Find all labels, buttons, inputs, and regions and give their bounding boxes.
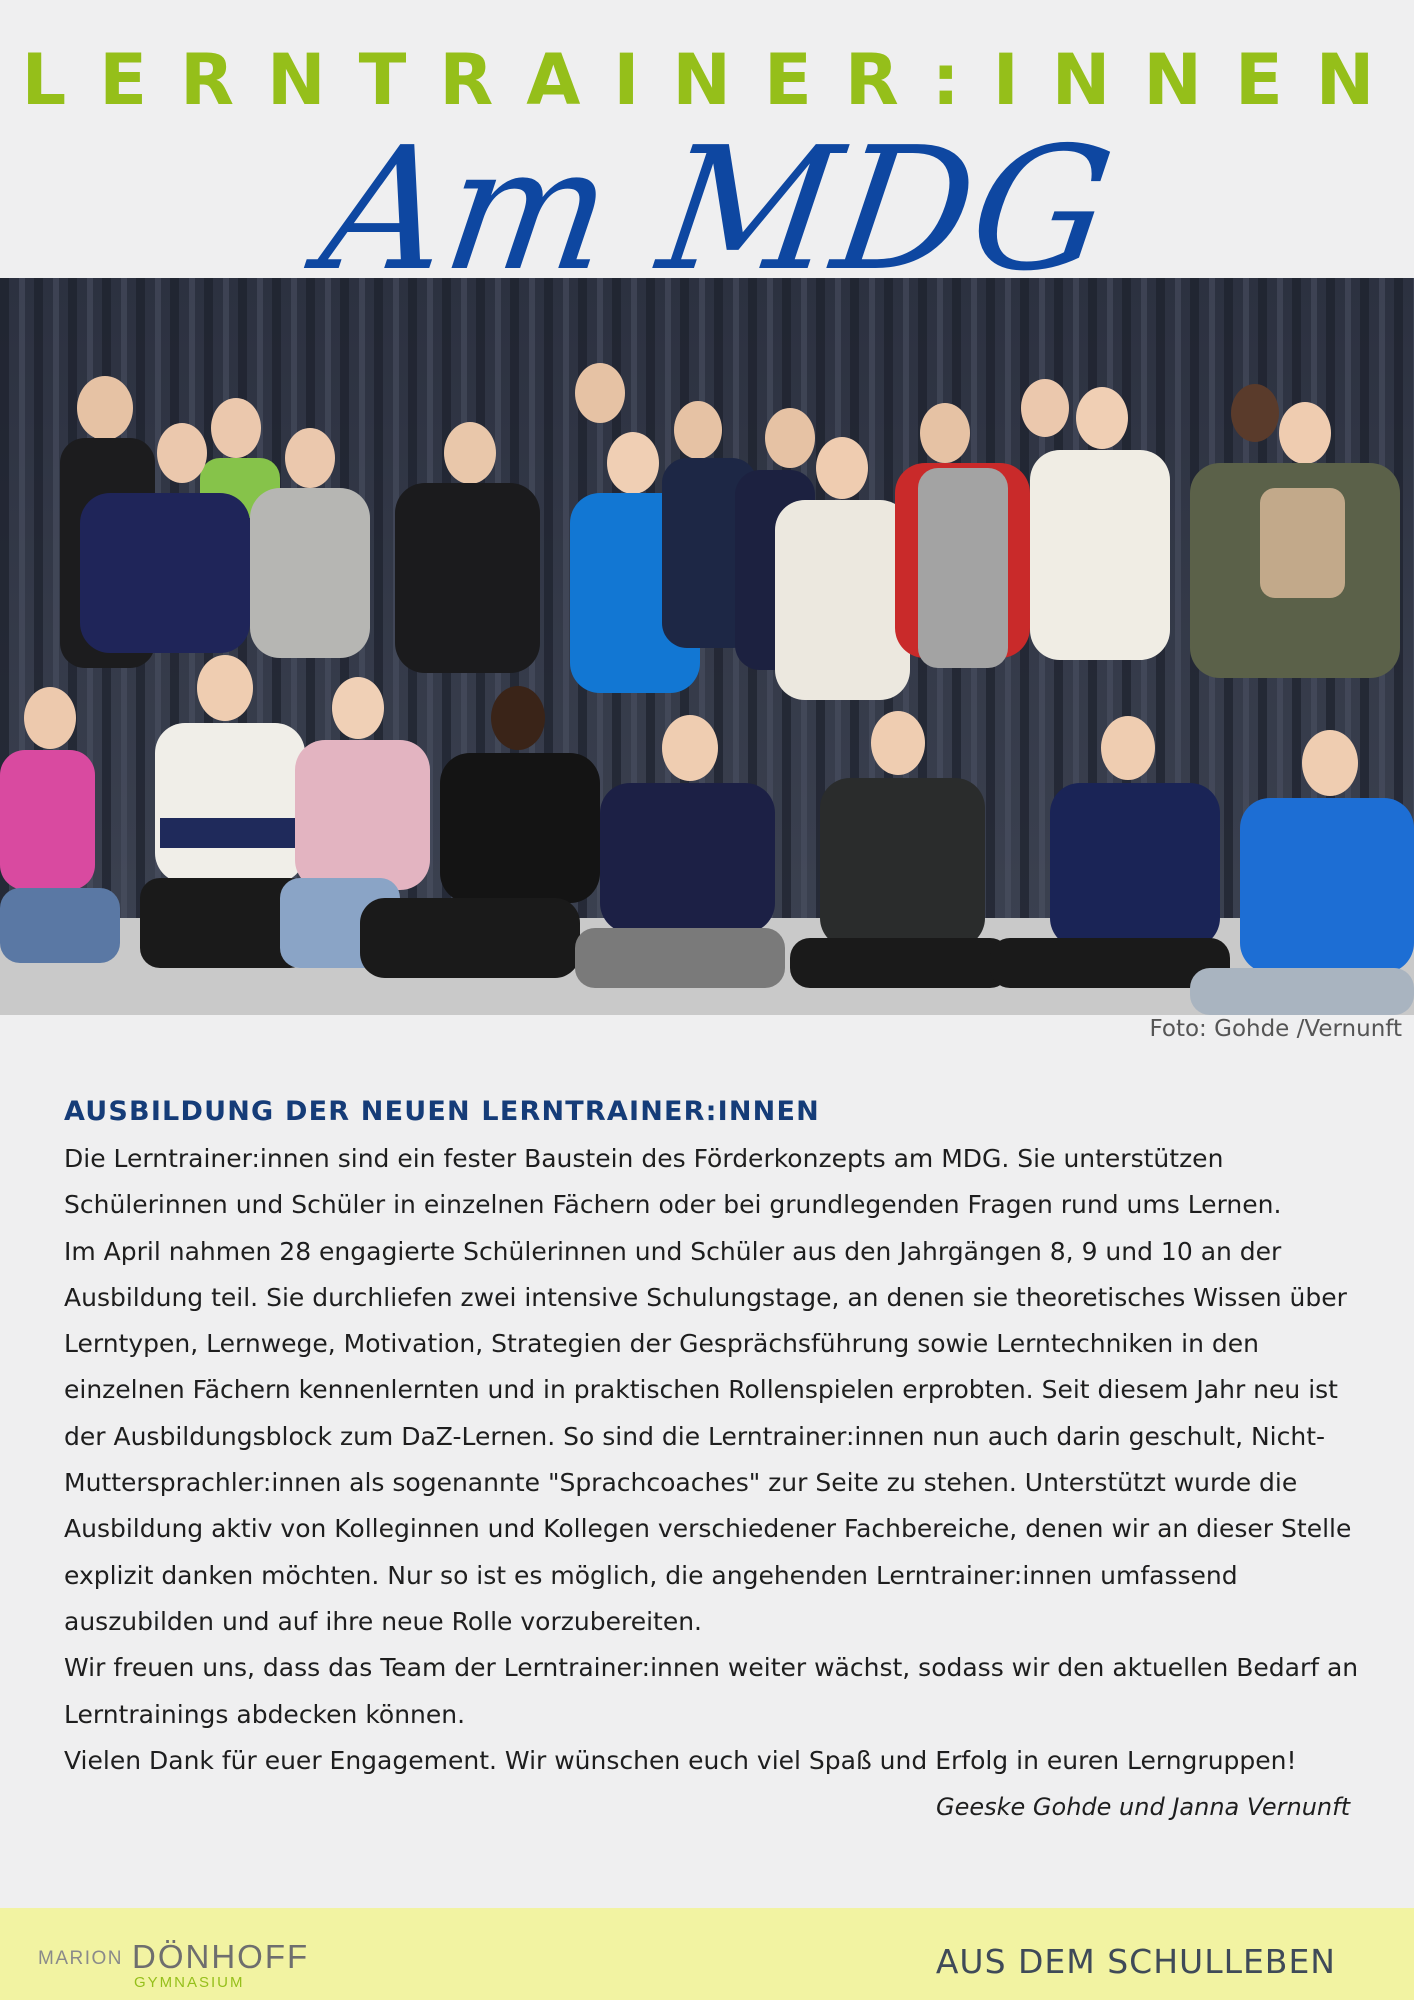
article-paragraph: Die Lerntrainer:innen sind ein fester Baustein des Förderkonzepts am MDG. Sie unterstützen Schülerinnen und Schüler in einzelnen Fächern oder bei grundlegenden Fragen rund ums Lernen. bbox=[64, 1144, 1282, 1220]
photo-credit: Foto: Gohde /Vernunft bbox=[1149, 1016, 1402, 1042]
page-footer bbox=[0, 1908, 1414, 2000]
article-heading: AUSBILDUNG DER NEUEN LERNTRAINER:INNEN bbox=[64, 1096, 820, 1127]
article bbox=[64, 1092, 1364, 1830]
article-signature: Geeske Gohde und Janna Vernunft bbox=[935, 1793, 1350, 1822]
logo-surname: DÖNHOFF bbox=[132, 1938, 310, 1975]
group-photo-illustration bbox=[0, 278, 1414, 1015]
section-label: AUS DEM SCHULLEBEN bbox=[935, 1942, 1336, 1981]
script-title: Am MDG bbox=[310, 111, 1124, 309]
school-logo bbox=[38, 1940, 368, 1996]
article-paragraph: Im April nahmen 28 engagierte Schülerinnen und Schüler aus den Jahrgängen 8, 9 und 10 an der Ausbildung teil. Sie durchliefen zwei intensive Schulungstage, an denen sie theoretisches Wissen über Lerntypen, Lernwege, Motivation, Strategien der Gesprächsführung sowie Lerntechniken in den einzelnen Fächern kennenlernten und in praktischen Rollenspielen erprobten. Seit diesem Jahr neu ist der Ausbildungsblock zum DaZ-Lernen. So sind die Lerntrainer:innen nun auch darin geschult, Nicht-Muttersprachler:innen als sogenannte "Sprachcoaches" zur Seite zu stehen. Unterstützt wurde die Ausbildung aktiv von Kolleginnen und Kollegen verschiedener Fachbereiche, denen wir an dieser Stelle explizit danken möchten. Nur so ist es möglich, die angehenden Lerntrainer:innen umfassend auszubilden und auf ihre neue Rolle vorzubereiten. bbox=[64, 1236, 1352, 1636]
logo-school-type: GYMNASIUM bbox=[134, 1974, 245, 1991]
article-paragraph: Vielen Dank für euer Engagement. Wir wünschen euch viel Spaß und Erfolg in euren Lerngruppen! bbox=[64, 1745, 1297, 1775]
kicker-title: LERNTRAINER:INNEN bbox=[21, 39, 1408, 121]
group-photo bbox=[0, 278, 1414, 1015]
article-body bbox=[64, 1136, 1364, 1784]
article-paragraph: Wir freuen uns, dass das Team der Lerntrainer:innen weiter wächst, sodass wir den aktuellen Bedarf an Lerntrainings abdecken können. bbox=[64, 1653, 1359, 1729]
logo-first-name: MARION bbox=[38, 1948, 123, 1969]
